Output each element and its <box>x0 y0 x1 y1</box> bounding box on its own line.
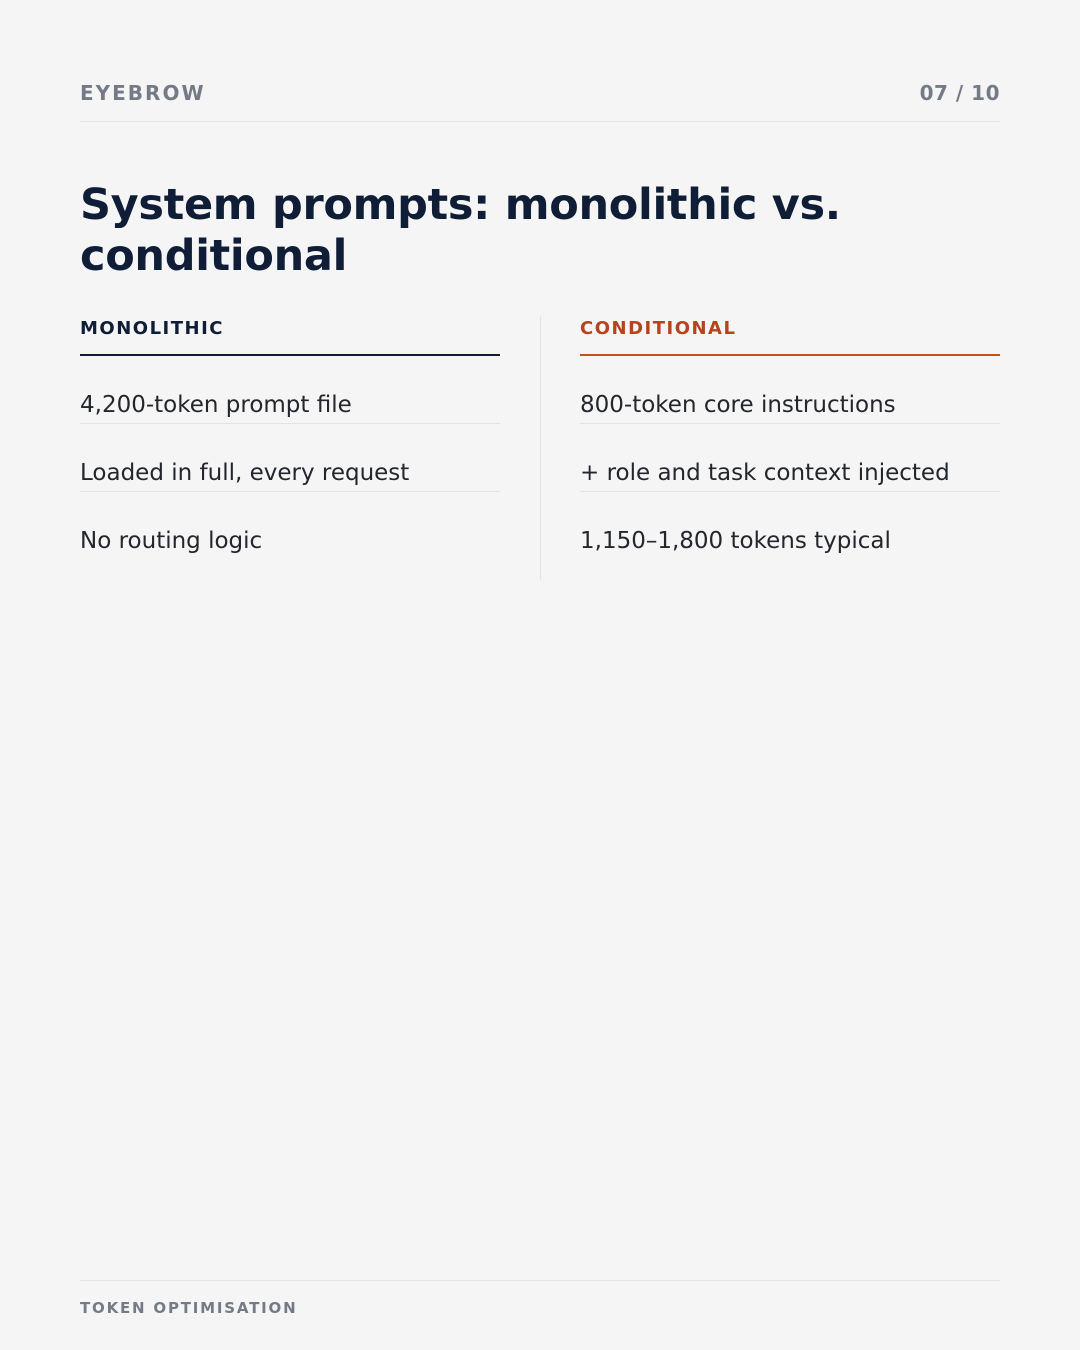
monolithic-column <box>80 316 500 560</box>
monolithic-list <box>80 356 500 560</box>
monolithic-heading: MONOLITHIC <box>80 316 500 356</box>
list-item: + role and task context injected <box>580 424 1000 492</box>
page-counter: 07 / 10 <box>919 81 1000 105</box>
column-divider <box>540 316 541 580</box>
list-item: No routing logic <box>80 528 263 554</box>
conditional-list <box>580 356 1000 560</box>
conditional-column <box>580 316 1000 560</box>
list-item: Loaded in full, every request <box>80 424 500 492</box>
conditional-heading: CONDITIONAL <box>580 316 1000 356</box>
list-item: 4,200-token prompt file <box>80 356 500 424</box>
slide-header <box>80 78 1000 122</box>
list-item: 1,150–1,800 tokens typical <box>580 528 891 554</box>
slide-title: System prompts: monolithic vs. conditional <box>80 180 841 281</box>
slide-footer <box>80 1280 1000 1318</box>
footer-label: TOKEN OPTIMISATION <box>80 1299 298 1317</box>
list-item: 800-token core instructions <box>580 356 1000 424</box>
eyebrow-label: EYEBROW <box>80 81 206 105</box>
